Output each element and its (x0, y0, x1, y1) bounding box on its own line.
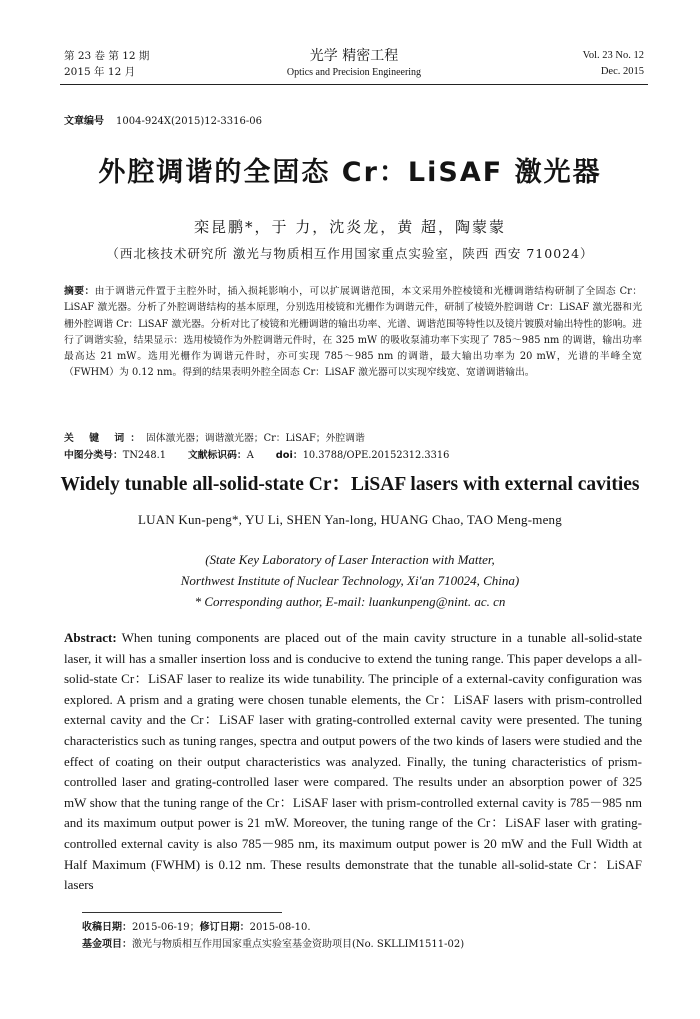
affiliation-en-line2: Northwest Institute of Nuclear Technology, Xi'an 710024, China) (180, 573, 520, 588)
abstract-cn-text: 由于调谐元件置于主腔外时，插入损耗影响小，可以扩展调谐范围，本文采用外腔棱镜和光栅调谐结构研制了全固态 Cr：LiSAF 激光器。分析了外腔调谐结构的基本原理，分别选用棱镜和光栅作为调谐元件，研制了棱镜外腔调谐 Cr：LiSAF 激光器和光栅外腔调谐 Cr：LiSAF 激光器。分析对比了棱镜和光栅调谐的输出功率、光谱、调谐范围等特性以及镜片镀膜对输出特性的影响。进行了调谐实验，结果显示：选用棱镜作为外腔调谐元件时，在 325 mW 的吸收泵浦功率下实现了 785～985 nm 的调谐，输出功率最高达 21 mW。选用光栅作为调谐元件时，亦可实现 785～985 nm 的调谐，最大输出功率为 20 mW，光谱的半峰全宽（FWHM）为 0.12 nm。得到的结果表明外腔全固态 Cr：LiSAF 激光器可以实现窄线宽、宽谱调谐输出。 (64, 286, 642, 379)
header-center (64, 48, 644, 80)
affiliation-en (0, 549, 700, 612)
fund-value: 激光与物质相互作用国家重点实验室基金资助项目(No. SKLLIM1511-02) (132, 939, 465, 950)
title-en: Widely tunable all-solid-state Cr：LiSAF lasers with external cavities (60, 474, 640, 495)
date-en: Dec. 2015 (600, 66, 644, 77)
volume-cn: 第 23 卷 第 12 期 (64, 50, 150, 62)
article-number (64, 112, 262, 127)
abstract-en-label: Abstract: (64, 630, 117, 645)
doi-label: doi： (275, 450, 303, 461)
abstract-cn (64, 284, 642, 382)
classification-line (64, 448, 642, 464)
authors-en: LUAN Kun-peng*, YU Li, SHEN Yan-long, HUANG Chao, TAO Meng-meng (138, 512, 562, 527)
authors-cn: 栾昆鹏*，于 力，沈炎龙，黄 超，陶蒙蒙 (193, 218, 507, 236)
doc-code-value: A (246, 450, 254, 461)
volume-en: Vol. 23 No. 12 (582, 50, 644, 61)
corresponding-author: * Corresponding author, E-mail: luankunpeng@nint. ac. cn (194, 594, 506, 609)
article-number-value: 1004-924X(2015)12-3316-06 (116, 116, 262, 127)
header-rule (60, 84, 648, 85)
header-right (583, 48, 644, 80)
journal-name-cn: 光学 精密工程 (309, 48, 399, 64)
revised-label: 修订日期： (199, 922, 250, 933)
received-label: 收稿日期： (82, 922, 132, 933)
abstract-en-text: When tuning components are placed out of the main cavity structure in a tunable all-solid-state laser, it will has a smaller insertion loss and is conducive to extend the tuning range. This paper develops a all-solid-state Cr：LiSAF laser to realize its wide tunability. The principle of a external-cavity configuration was explored. A prism and a grating were chosen tunable elements, the Cr：LiSAF lasers with prism-controlled external cavity and the Cr：LiSAF laser with grating-controlled external cavity were presented. The tuning characteristics such as tuning ranges, spectra and output powers of the two kinds of lasers were studied and the effect of coating on their output characteristics was analyzed. Finally, the tuning characteristics of prism-controlled laser and grating-controlled laser were compared. The results under an absorption power of 325 mW show that the tuning range of the Cr：LiSAF laser with prism-controlled external cavity is 785－985 nm and its maximum output power is 21 mW. Moreover, the tuning range of the Cr：LiSAF laser with grating-controlled external cavity is also 785－985 nm, its maximum output power is 20 mW and the Full Width at Half Maximum (FWHM) is 0.12 nm. These results demonstrate that the tunable all-solid-state Cr：LiSAF lasers (64, 630, 643, 893)
footnote-fund (82, 937, 642, 953)
title-cn: 外腔调谐的全固态 Cr：LiSAF 激光器 (98, 157, 602, 188)
abstract-en (64, 628, 642, 896)
keywords-cn-text: 固体激光器；调谐激光器；Cr：LiSAF；外腔调谐 (146, 433, 365, 444)
journal-name-en: Optics and Precision Engineering (286, 67, 422, 78)
footnote-rule (82, 912, 282, 913)
doi-value: 10.3788/OPE.20152312.3316 (302, 450, 450, 461)
affiliation-en-line1: (State Key Laboratory of Laser Interaction with Matter, (205, 552, 495, 567)
revised-value: 2015-08-10. (249, 922, 311, 933)
running-header (64, 48, 644, 82)
received-value: 2015-06-19； (132, 922, 200, 933)
doc-code-label: 文献标识码： (187, 450, 247, 461)
footnote-dates (82, 920, 642, 936)
fund-label: 基金项目： (82, 939, 132, 950)
clc-value: TN248.1 (122, 450, 166, 461)
keywords-cn (64, 431, 642, 447)
keywords-cn-label: 关 键 词： (64, 433, 147, 444)
date-cn: 2015 年 12 月 (64, 66, 136, 78)
affiliation-cn: （西北核技术研究所 激光与物质相互作用国家重点实验室，陕西 西安 710024） (106, 246, 594, 261)
clc-label: 中图分类号： (64, 450, 123, 461)
abstract-cn-label: 摘要： (64, 286, 95, 297)
article-number-label: 文章编号 (64, 116, 104, 127)
